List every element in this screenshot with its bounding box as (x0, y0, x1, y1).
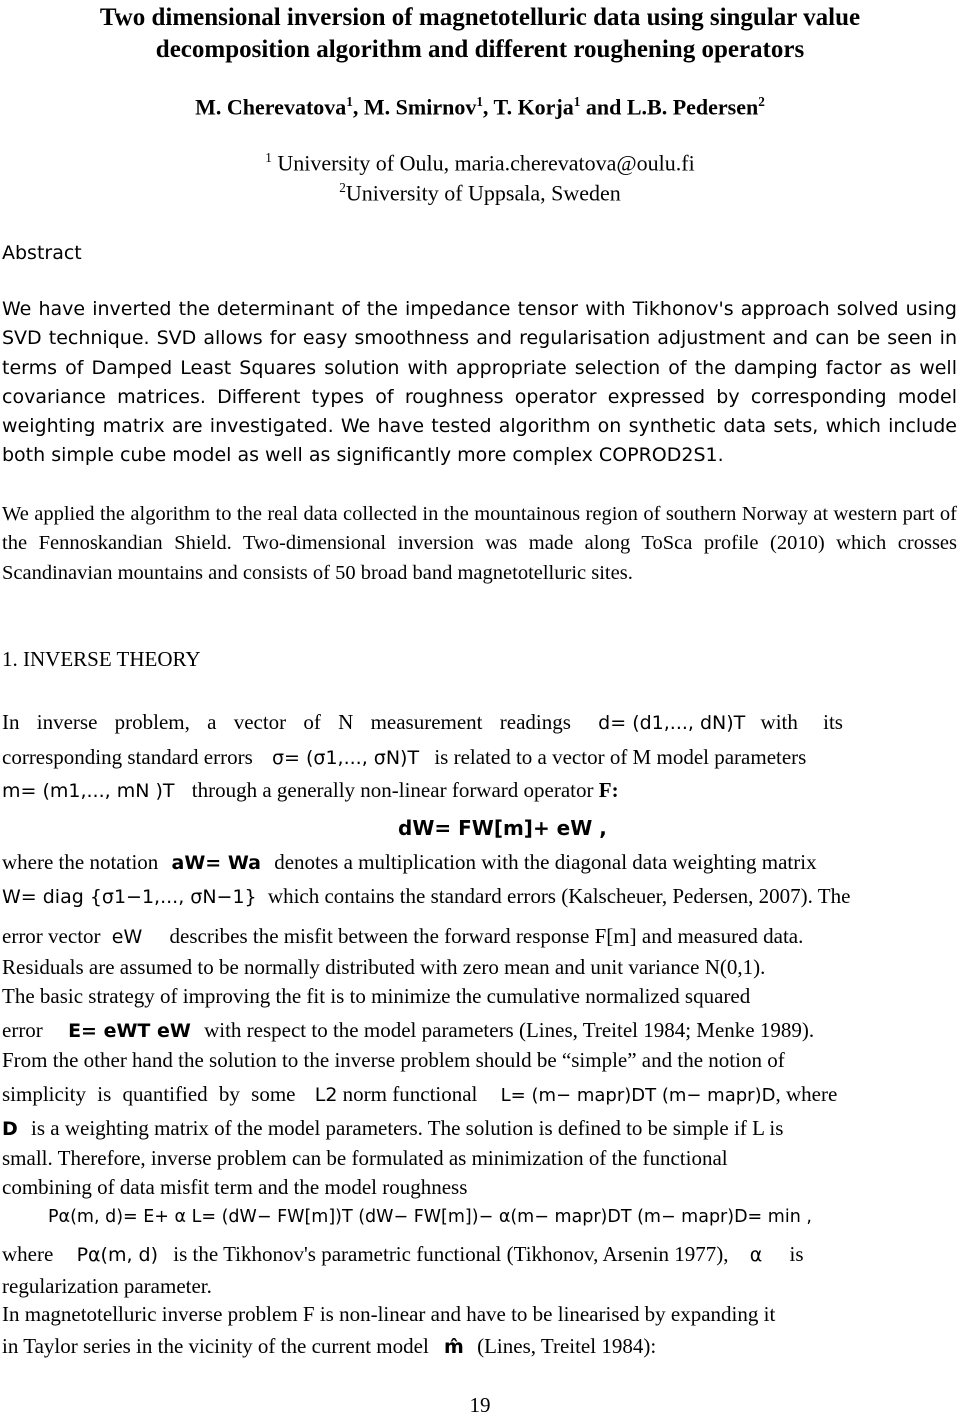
body-line-3: m= (m1,..., mN )T through a generally non-linear forward operator F: (2, 778, 619, 802)
body-line-7: Residuals are assumed to be normally distributed with zero mean and unit variance N(0,1). (2, 955, 766, 979)
affiliation-1-marker: 1 (265, 150, 272, 165)
author-4-affil: 2 (758, 94, 765, 109)
section-heading: 1. INVERSE THEORY (2, 647, 201, 671)
author-1-affil: 1 (346, 94, 353, 109)
abstract-heading: Abstract (2, 242, 82, 264)
body-line-6: error vector eW describes the misfit between the forward response F[m] and measured data. (2, 924, 804, 948)
paper-title-line-2: decomposition algorithm and different roughening operators (155, 36, 805, 63)
affiliation-2-text: University of Uppsala, Sweden (345, 180, 621, 206)
equation-l2: L2 (314, 1084, 338, 1106)
page-number: 19 (469, 1393, 491, 1417)
body-line-15: where Pα(m, d) is the Tikhonov's parametric functional (Tikhonov, Arsenin 1977), α is (2, 1242, 804, 1266)
author-2-affil: 1 (476, 94, 483, 109)
equation-misfit: E= eWT eW (68, 1020, 191, 1042)
affiliation-1 (0, 150, 960, 176)
body-line-9: error E= eWT eW with respect to the model parameters (Lines, Treitel 1984; Menke 1989). (2, 1018, 815, 1042)
equation-forward-model: dW= FW[m]+ eW , (398, 816, 607, 840)
body-line-4: where the notation aW= Wa denotes a multiplication with the diagonal data weighting matrix (2, 850, 817, 874)
body-line-2: corresponding standard errors σ= (σ1,..., σN)T is related to a vector of M model parameters (2, 745, 807, 769)
body-line-1: In inverse problem, a vector of N measurement readings d= (d1,..., dN)T with its (2, 710, 843, 734)
equation-weighted-notation: aW= Wa (171, 852, 261, 874)
body-line-10: From the other hand the solution to the inverse problem should be “simple” and the notion of (2, 1048, 785, 1072)
equation-weighting-matrix: W= diag {σ1−1,..., σN−1} (2, 886, 257, 908)
equation-parametric-functional: Pα(m, d) (76, 1244, 159, 1266)
abstract-paragraph-2: We applied the algorithm to the real data collected in the mountainous region of southern Norway at western part of the Fennoskandian Shield. Two-dimensional inversion was made along ToSca profile (2010) which crosses Scandinavian mountains and consists of 50 broad band magnetotelluric sites. (2, 503, 957, 584)
author-1: M. Cherevatova (195, 94, 347, 120)
body-line-18: in Taylor series in the vicinity of the current model m̂ (Lines, Treitel 1984): (2, 1334, 657, 1358)
equation-m-hat: m̂ (444, 1336, 464, 1358)
author-3: , T. Korja (482, 94, 574, 120)
abstract-paragraph-1: We have inverted the determinant of the impedance tensor with Tikhonov's approach solved using SVD technique. SVD allows for easy smoothness and regularisation adjustment and can be seen in terms of Damped Least Squares solution with appropriate selection of the damping factor as well covariance matrices. Different types of roughness operator expressed by corresponding model weighting matrix are investigated. We have tested algorithm on synthetic data sets, which include both simple cube model as well as significantly more complex COPROD2S1. (2, 298, 957, 467)
affiliation-2-marker: 2 (339, 180, 346, 195)
equation-d-matrix: D (2, 1118, 18, 1140)
body-line-5: W= diag {σ1−1,..., σN−1} which contains the standard errors (Kalscheuer, Pedersen, 2007). The (2, 884, 851, 908)
body-line-11: simplicity is quantified by some L2 norm functional L= (m− mapr)DT (m− mapr)D, where (2, 1082, 838, 1106)
equation-alpha: α (749, 1244, 763, 1266)
author-4: and L.B. Pedersen (580, 94, 759, 120)
body-line-8: The basic strategy of improving the fit is to minimize the cumulative normalized squared (2, 984, 751, 1008)
paper-title-line-1: Two dimensional inversion of magnetotelluric data using singular value (99, 4, 861, 31)
body-line-16: regularization parameter. (2, 1274, 212, 1298)
body-line-12: D is a weighting matrix of the model parameters. The solution is defined to be simple if L is (2, 1116, 784, 1140)
equation-norm-functional: L= (m− mapr)DT (m− mapr)D (500, 1085, 776, 1106)
affiliation-1-text: University of Oulu, maria.cherevatova@oulu.fi (271, 150, 695, 176)
body-line-13: small. Therefore, inverse problem can be formulated as minimization of the functional (2, 1146, 728, 1170)
equation-tikhonov-functional: Pα(m, d)= E+ α L= (dW− FW[m])T (dW− FW[m])− α(m− mapr)DT (m− mapr)D= min , (48, 1207, 812, 1227)
equation-m-vector: m= (m1,..., mN )T (2, 780, 175, 802)
author-2: , M. Smirnov (352, 94, 477, 120)
equation-sigma-vector: σ= (σ1,..., σN)T (272, 747, 420, 769)
affiliation-2 (0, 180, 960, 206)
equation-error-vector: eW (111, 926, 143, 948)
body-line-17: In magnetotelluric inverse problem F is non-linear and have to be linearised by expanding it (2, 1302, 776, 1326)
body-line-14: combining of data misfit term and the model roughness (2, 1175, 468, 1199)
author-3-affil: 1 (573, 94, 581, 109)
author-list (0, 94, 960, 120)
equation-d-vector: d= (d1,..., dN)T (598, 712, 746, 734)
